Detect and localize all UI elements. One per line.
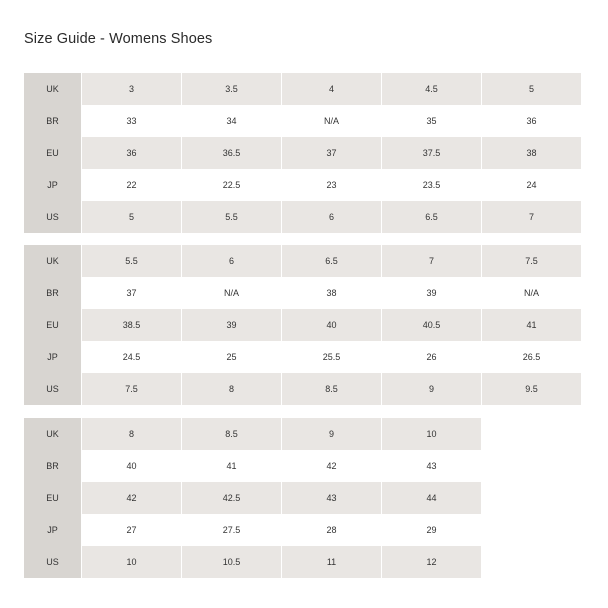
table-cell: 6.5 [382, 201, 481, 233]
table-cell: 28 [282, 514, 381, 546]
table-cell: 34 [182, 105, 281, 137]
table-row [24, 546, 481, 578]
table-cell: 43 [382, 450, 481, 482]
table-cell: 22 [82, 169, 181, 201]
table-row [24, 169, 581, 201]
table-cell: 43 [282, 482, 381, 514]
table-cell: 36 [82, 137, 181, 169]
table-cell: 36 [482, 105, 581, 137]
size-table-3 [24, 418, 481, 578]
table-cell: 11 [282, 546, 381, 578]
table-row [24, 341, 581, 373]
table-cell: 9.5 [482, 373, 581, 405]
table-cell: 7 [482, 201, 581, 233]
table-cell: 40 [82, 450, 181, 482]
table-cell: 38.5 [82, 309, 181, 341]
table-cell: 6.5 [282, 245, 381, 277]
table-cell: 12 [382, 546, 481, 578]
row-label: US [24, 546, 81, 578]
row-label: EU [24, 309, 81, 341]
table-row [24, 418, 481, 450]
row-label: JP [24, 514, 81, 546]
table-cell: 41 [182, 450, 281, 482]
table-cell: 10.5 [182, 546, 281, 578]
table-row [24, 450, 481, 482]
table-cell: 27 [82, 514, 181, 546]
table-cell: 8 [82, 418, 181, 450]
row-label: EU [24, 137, 81, 169]
table-cell: 3 [82, 73, 181, 105]
table-cell: 7.5 [482, 245, 581, 277]
row-label: BR [24, 105, 81, 137]
table-cell: 25 [182, 341, 281, 373]
table-cell: 3.5 [182, 73, 281, 105]
table-cell: N/A [182, 277, 281, 309]
table-row [24, 73, 581, 105]
table-cell: 44 [382, 482, 481, 514]
table-cell: N/A [482, 277, 581, 309]
table-row [24, 373, 581, 405]
table-cell: 5.5 [82, 245, 181, 277]
table-cell: 42.5 [182, 482, 281, 514]
size-table-1 [24, 73, 581, 233]
table-cell: 37 [82, 277, 181, 309]
row-label: JP [24, 341, 81, 373]
table-cell: 22.5 [182, 169, 281, 201]
table-cell: 42 [282, 450, 381, 482]
table-cell: 23 [282, 169, 381, 201]
table-cell: 42 [82, 482, 181, 514]
row-label: US [24, 201, 81, 233]
table-cell: 5 [482, 73, 581, 105]
table-row [24, 137, 581, 169]
table-cell: 4.5 [382, 73, 481, 105]
table-cell: 6 [182, 245, 281, 277]
table-cell: 7.5 [82, 373, 181, 405]
table-cell: 8.5 [182, 418, 281, 450]
row-label: EU [24, 482, 81, 514]
table-row [24, 514, 481, 546]
page-title: Size Guide - Womens Shoes [24, 31, 213, 47]
table-cell: N/A [282, 105, 381, 137]
row-label: UK [24, 73, 81, 105]
table-cell: 5.5 [182, 201, 281, 233]
table-cell: 8 [182, 373, 281, 405]
table-cell: 10 [82, 546, 181, 578]
table-row [24, 201, 581, 233]
row-label: BR [24, 277, 81, 309]
table-cell: 26 [382, 341, 481, 373]
table-row [24, 277, 581, 309]
table-cell: 24.5 [82, 341, 181, 373]
table-cell: 40.5 [382, 309, 481, 341]
row-label: JP [24, 169, 81, 201]
table-cell: 9 [382, 373, 481, 405]
table-cell: 39 [182, 309, 281, 341]
table-cell: 6 [282, 201, 381, 233]
table-cell: 7 [382, 245, 481, 277]
table-cell: 37 [282, 137, 381, 169]
table-cell: 10 [382, 418, 481, 450]
table-row [24, 482, 481, 514]
table-cell: 33 [82, 105, 181, 137]
size-table-2 [24, 245, 581, 405]
row-label: UK [24, 418, 81, 450]
row-label: BR [24, 450, 81, 482]
table-cell: 26.5 [482, 341, 581, 373]
table-cell: 39 [382, 277, 481, 309]
table-cell: 38 [482, 137, 581, 169]
table-cell: 5 [82, 201, 181, 233]
row-label: UK [24, 245, 81, 277]
table-cell: 25.5 [282, 341, 381, 373]
table-cell: 37.5 [382, 137, 481, 169]
table-cell: 23.5 [382, 169, 481, 201]
table-cell: 27.5 [182, 514, 281, 546]
table-cell: 4 [282, 73, 381, 105]
table-cell: 35 [382, 105, 481, 137]
row-label: US [24, 373, 81, 405]
table-cell: 36.5 [182, 137, 281, 169]
table-cell: 41 [482, 309, 581, 341]
table-cell: 38 [282, 277, 381, 309]
table-row [24, 309, 581, 341]
table-cell: 8.5 [282, 373, 381, 405]
table-cell: 40 [282, 309, 381, 341]
table-row [24, 245, 581, 277]
table-cell: 29 [382, 514, 481, 546]
table-cell: 9 [282, 418, 381, 450]
table-row [24, 105, 581, 137]
table-cell: 24 [482, 169, 581, 201]
